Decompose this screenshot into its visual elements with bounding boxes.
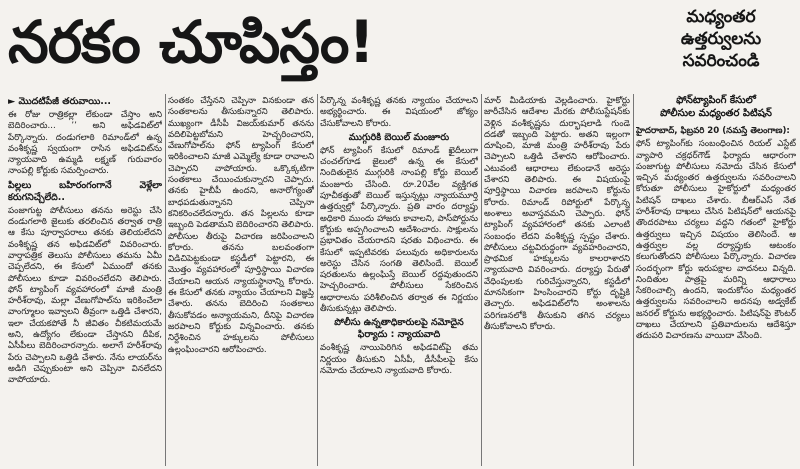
col1-subheading: పిల్లలు బహిరంగంగానే వెళ్లేలా కరుగనిచ్చేలేది.. [8,179,162,203]
article-column-1 [8,96,162,468]
column-rule [633,94,634,466]
column-rule [317,94,318,466]
side-headline-line-3: సవరించండి [682,51,760,71]
col5-paragraph-1: ఫోన్ ట్యాపింగ్‌కు సంబంధించిన రియల్ ఎస్టేట్ వ్యాపారి చక్రధర్‌గౌడ్ ఫిర్యాదు ఆధారంగా పంజాగుట్ట పోలీసులు నమోదు చేసిన కేసులో ఇచ్చిన మధ్యంతర ఉత్తర్వులను సవరించాలని కోరుతూ పోలీసులు హైకోర్టులో మధ్యంతర పిటిషన్ దాఖలు చేశారు. బీఆర్ఎస్ నేత హరీశ్‌రావు దాఖలు చేసిన పిటిషన్‌లో ఆయనపై తొందరపాటు చర్యలు వద్దని గతంలో హైకోర్టు ఉత్తర్వులు ఇచ్చిన విషయం తెలిసిందే. ఆ ఉత్తర్వుల వల్ల దర్యాప్తుకు ఆటంకం కలుగుతోందని పోలీసులు పేర్కొన్నారు. విచారణ సందర్భంగా కోర్టు ఇరుపక్షాల వాదనలు విన్నది. నిందితుల పాత్రపై మరిన్ని ఆధారాలు సేకరించాల్సి ఉందని, ఇందుకోసం మధ్యంతర ఉత్తర్వులను సవరించాలని అదనపు అడ్వకేట్ జనరల్ కోర్టును అభ్యర్థించారు. పిటిషన్‌పై కౌంటర్ దాఖలు చేయాలని ప్రతివాదులను ఆదేశిస్తూ తదుపరి విచారణను వాయిదా వేసింది. [636,139,796,342]
continuation-kicker: ► మొదటిపేజీ తరువాయి... [8,96,111,107]
article-column-3 [320,96,478,468]
side-subheadline [636,94,796,120]
column-rule [165,94,166,466]
article-column-5 [636,126,796,468]
column-rule [481,94,482,466]
col3-paragraph-3: వంశీకృష్ణ నాయిపెరిగిన అఫిడవిట్‌పై తమ నిర్ణయం తీసుకుని ఏసీపీ, డీసీపీలపై కేసు నమోదు చేయాలని న్యాయవాది కోరారు. [320,343,478,376]
col4-paragraph-1: మార్ మీడియాకు వెల్లడించారు. హైకోర్టు జారీచేసిన ఆదేశాల మేరకు పోలీసుస్టేషన్‌కు వెళ్లిన వంశీకృష్ణను దుర్భాషలాడి గుండె దడతో ఇబ్బంది పెట్టారు. అతని ఇల్లంగా దూషించి, మాజీ మంత్రి హరీశ్‌రావు పేరు చెప్పాలని ఒత్తిడి చేశారని ఆరోపించారు. ఎటువంటి ఆధారాలు లేకుండానే అరెస్టు చేశారని తెలిపారు. ఈ విషయంపై పూర్తిస్థాయి విచారణ జరపాలని కోర్టును కోరారు. రిమాండ్ రిపోర్టులో పేర్కొన్న అంశాలు అవాస్తవమని చెప్పారు. ఫోన్ ట్యాపింగ్ వ్యవహారంలో తనకు ఎలాంటి సంబంధం లేదని వంశీకృష్ణ స్పష్టం చేశారు. పోలీసులు చట్టవిరుద్ధంగా వ్యవహరించారని, ప్రాథమిక హక్కులను కాలరాశారని న్యాయవాది వివరించారు. దర్యాప్తు పేరుతో వేధింపులకు గురిచేస్తున్నారని, కస్టడీలో మానసికంగా హింసించారని కోర్టు దృష్టికి తెచ్చారు. అఫిడవిట్‌లోని అంశాలను పరిగణనలోకి తీసుకుని తగిన చర్యలు తీసుకోవాలని కోరారు. [484,96,630,332]
side-subheadline-line-1: ఫోన్‌ట్యాపింగ్ కేసులో [676,95,756,106]
side-headline-line-1: మధ్యంతర [686,7,756,27]
col3-paragraph-2: ఫోన్ ట్యాపింగ్ కేసులో రిమాండ్ ఖైదీలుగా చంచల్‌గూడ జైలులో ఉన్న ఈ కేసులో నిందితులైన ముగ్గురికి నాంపల్లి కోర్టు బెయిల్ మంజూరు చేసింది. రూ.20వేల వ్యక్తిగత పూచీకత్తుతో బెయిల్ ఇస్తున్నట్లు న్యాయమూర్తి ఉత్తర్వుల్లో పేర్కొన్నారు. ప్రతి వారం దర్యాప్తు అధికారి ముందు హాజరు కావాలని, పాస్‌పోర్టును కోర్టుకు అప్పగించాలని ఆదేశించారు. సాక్షులను ప్రభావితం చేయరాదని షరతు విధించారు. ఈ కేసులో ఇప్పటివరకు పలువురు అధికారులను అరెస్టు చేసిన సంగతి తెలిసిందే. బెయిల్ షరతులను ఉల్లంఘిస్తే బెయిల్ రద్దవుతుందని హెచ్చరించారు. పోలీసులు సేకరించిన ఆధారాలను పరిశీలించిన తర్వాత ఈ నిర్ణయం తీసుకున్నట్లు తెలిపారు. [320,145,478,315]
col1-paragraph-2: పంజాగుట్ట పోలీసులు తనను అరెస్టు చేసి దండుగలాఠి జైలుకు తరలించిన తర్వాత రాత్రి ఆ కేసు పూర్వాపరాలు తనకు తెలియలేదని వంశీకృష్ణ తన అఫిడవిట్‌లో వివరించారు. వార్తాపత్రిక తెలుసు పోలీసులు తమను ఏమీ చెప్పలేదని, ఈ కేసులో ఏముందో తనకు పోలీసులు కూడా వివరించలేదని తెలిపారు. ఫోన్ ట్యాపింగ్ వ్యవహారంలో మాజీ మంత్రి హరీశ్‌రావు, మల్లా వేణుగోపాల్‌ను ఇరికించేలా వాంగ్మూలం ఇవ్వాలని తీవ్రంగా ఒత్తిడి చేశారని, ఇలా చేయకపోతే నీ జీవితం చీకటిమయమే అని, ఉద్యోగం లేకుండా చేస్తానని దీపిక, ఏసీపీలు బెదిరించారన్నారు. అలాగే హరీశ్‌రావు పేరు చెప్పాలని ఒత్తిడి చేశారు. నేను లాయర్‌ను అడిగి చెప్పుకుంటా అని చెప్పినా వినలేదని వాపోయారు. [8,205,162,386]
side-headline-line-2: ఉత్తర్వులను [680,29,762,49]
article-column-4 [484,96,630,468]
dateline: హైదరాబాద్, ఫిబ్రవరి 20 (నమస్తే తెలంగాణ): [636,126,790,136]
col3-subheading-complaint: పోలీసు ఉన్నతాధికారులపై నమోదైన ఫిర్యాదు : న్యాయవాది [334,317,464,341]
col3-paragraph-1: పేర్కొన్న వంశీకృష్ణ తనకు న్యాయం చేయాలని అభ్యర్థించారు. ఈ విషయంలో జోక్యం చేసుకోవాలని కోరారు. [320,96,478,129]
side-subheadline-line-2: పోలీసుల మధ్యంతర పిటిషన్ [660,108,772,119]
side-headline [646,6,796,72]
col3-subheading-bail: ముగ్గురికి బెయిల్ మంజూరు [348,131,450,143]
headline: నరకం చూపిస్తం! [8,8,374,76]
article-column-2 [168,96,314,468]
col2-paragraph-1: సంతకం చేస్తేనని చెప్పినా వినకుండా తన సంతకాలను తీసుకున్నారని తెలిపారు. ముఖ్యంగా డీసీపీ విజయ్‌కుమార్ తనను వదిలిపెట్టబోమని హెచ్చరించారని, వేణుగోపాల్‌ను ఫోన్ ట్యాపింగ్ కేసులో ఇరికించాలని మాజీ ఎమ్మెల్యే కూడా రావాలని చెప్పారని వాపోయారు. ఒక్కొక్కటిగా సంతకాలు చేయించుకున్నారని చెప్పారు. తనకు హైబీపీ ఉందని, అనారోగ్యంతో బాధపడుతున్నానని చెప్పినా కనికరించలేదన్నారు. తన పిల్లలను కూడా ఇబ్బంది పెడతామని బెదిరించారని తెలిపారు. పోలీసుల తీరుపై విచారణ జరిపించాలని కోరారు. తనను బలవంతంగా విడిచిపెట్టకుండా కస్టడీలో పెట్టారని, ఈ మొత్తం వ్యవహారంలో పూర్తిస్థాయి విచారణ చేయాలని ఆయన న్యాయస్థానాన్ని కోరారు. ఈ కేసులో తనకు న్యాయం చేయాలని విజ్ఞప్తి చేశారు. తనను బెదిరించి సంతకాలు తీసుకోవడం అన్యాయమని, దీనిపై విచారణ జరపాలని కోర్టుకు విన్నవించారు. తనకు నిర్దేశించిన హక్కులను పోలీసులు ఉల్లంఘించారని ఆరోపించారు. [168,96,314,355]
col1-paragraph-1: ఈ రోజు రాత్రికల్లా లేకుండా చేస్తాం అని బెదిరించారు... ’’ అని అఫిడవిట్‌లో పేర్కొన్నారు. దండుగలాఠి రిమాండ్‌లో ఉన్న వంశీకృష్ణ స్వయంగా రాసిన అఫిడవిట్‌ను న్యాయవాది ఉమ్మడి లక్ష్మణ్ గురువారం నాంపల్లి కోర్టుకు సమర్పించారు. [8,110,162,177]
